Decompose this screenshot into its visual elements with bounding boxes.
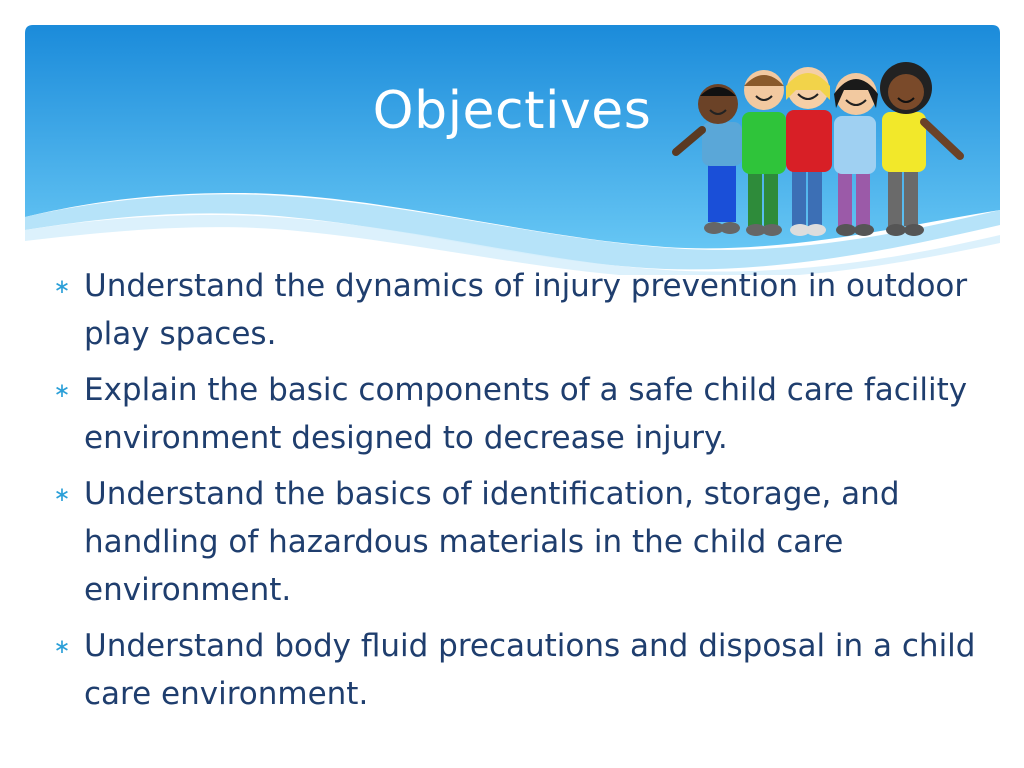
list-item [50, 622, 990, 718]
bullet-text: Explain the basic components of a safe child care facility environment designed to decrease injury. [84, 372, 968, 456]
list-item [50, 470, 990, 614]
list-item [50, 262, 990, 358]
asterisk-bullet-icon: ∗ [53, 482, 71, 506]
objectives-list [50, 262, 990, 726]
list-item [50, 366, 990, 462]
asterisk-bullet-icon: ∗ [53, 378, 71, 402]
asterisk-bullet-icon: ∗ [53, 634, 71, 658]
asterisk-bullet-icon: ∗ [53, 274, 71, 298]
children-group-icon [670, 60, 980, 250]
bullet-text: Understand body fluid precautions and disposal in a child care environment. [84, 628, 976, 712]
slide-title: Objectives [372, 81, 652, 141]
bullet-text: Understand the dynamics of injury prevention in outdoor play spaces. [84, 268, 968, 352]
bullet-text: Understand the basics of identification, storage, and handling of hazardous materials in the child care environment. [84, 476, 900, 608]
